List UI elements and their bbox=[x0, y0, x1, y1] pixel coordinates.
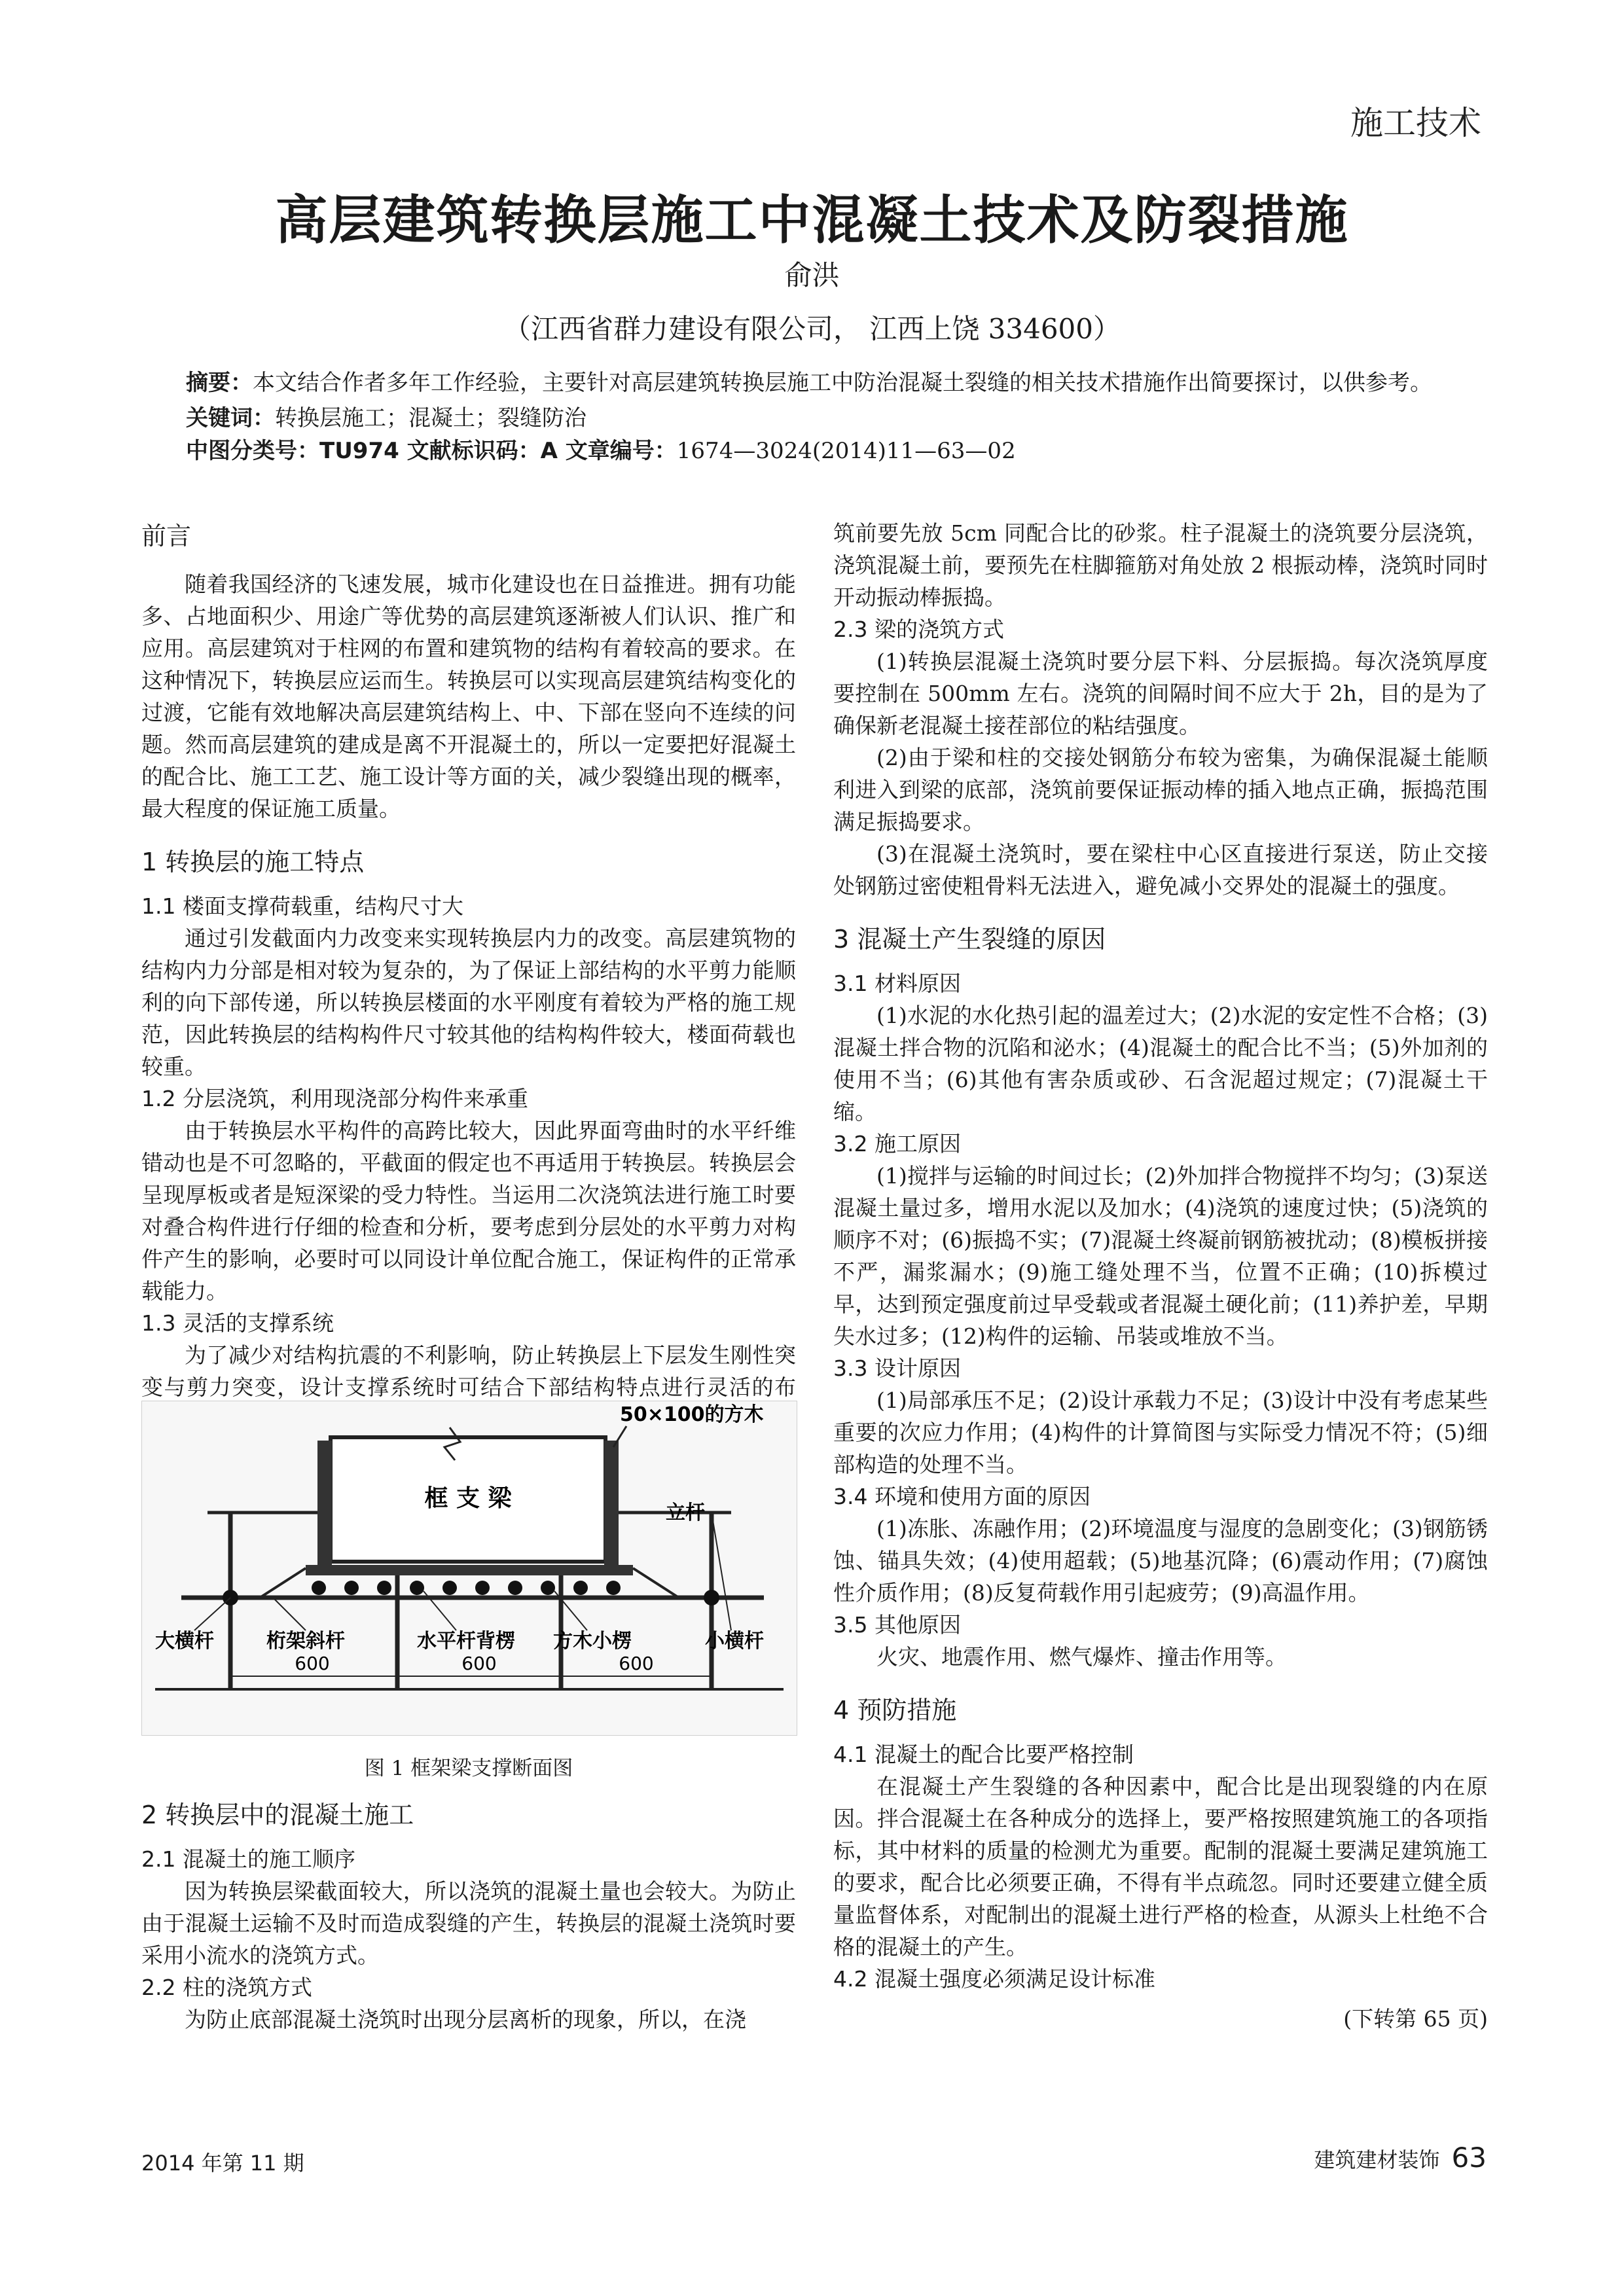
section-1-3-heading: 1.3 灵活的支撑系统 bbox=[141, 1310, 334, 1336]
section-1-2-text: 由于转换层水平构件的高跨比较大，因此界面弯曲时的水平纤维错动也是不可忽略的，平截面的假定也不再适用于转换层。转换层会呈现厚板或者是短深梁的受力特性。当运用二次浇筑法进行施工时要对叠合构件进行仔细的检查和分析，要考虑到分层处的水平剪力对构件产生的影响，必要时可以同设计单位配合施工，保证构件的正常承载能力。 bbox=[141, 1118, 796, 1304]
footer-issue: 2014 年第 11 期 bbox=[141, 2151, 304, 2176]
label-timber-rib: 方木小楞 bbox=[553, 1630, 632, 1653]
abstract-text: 本文结合作者多年工作经验，主要针对高层建筑转换层施工中防治混凝土裂缝的相关技术措施作出简要探讨，以供参考。 bbox=[253, 370, 1432, 396]
section-3-5-heading: 3.5 其他原因 bbox=[833, 1612, 961, 1638]
continued-text: 筑前要先放 5cm 同配合比的砂浆。柱子混凝土的浇筑要分层浇筑，浇筑混凝土前，要预先在柱脚箍筋对角处放 2 根振动棒，浇筑时同时开动振动棒振捣。 bbox=[833, 520, 1488, 610]
label-large-bar: 大横杆 bbox=[155, 1630, 214, 1653]
section-3-2-text: (1)搅拌与运输的时间过长；(2)外加拌合物搅拌不均匀；(3)泵送混凝土量过多，增用水泥以及加水；(4)浇筑的速度过快；(5)浇筑的顺序不对；(6)振捣不实；(7)混凝土终凝前钢筋被扰动；(8)模板拼接不严，漏浆漏水；(9)施工缝处理不当，位置不正确；(10)拆模过早，达到预定强度前过早受载或者混凝土硬化前；(11)养护差，早期失水过多；(12)构件的运输、吊装或堆放不当。 bbox=[833, 1163, 1488, 1349]
article-label: 文章编号： bbox=[557, 438, 677, 464]
right-column bbox=[833, 517, 1488, 2035]
figure-1-caption: 图 1 框架梁支撑断面图 bbox=[364, 1757, 573, 1780]
support-section-diagram bbox=[142, 1401, 797, 1735]
section-3-3-text: (1)局部承压不足；(2)设计承载力不足；(3)设计中没有考虑某些重要的次应力作用；(4)构件的计算简图与实际受力情况不符；(5)细部构造的处理不当。 bbox=[833, 1388, 1488, 1477]
keywords bbox=[141, 402, 1487, 435]
section-2-2-heading: 2.2 柱的浇筑方式 bbox=[141, 1975, 312, 2000]
left-column bbox=[141, 517, 796, 1435]
section-3-1-heading: 3.1 材料原因 bbox=[833, 971, 961, 996]
keywords-label: 关键词： bbox=[186, 405, 275, 431]
page-number: 63 bbox=[1451, 2142, 1487, 2174]
pole-label: 立杆 bbox=[666, 1501, 705, 1524]
label-small-bar: 小横杆 bbox=[705, 1630, 764, 1653]
preface-text: 随着我国经济的飞速发展，城市化建设也在日益推进。拥有功能多、占地面积少、用途广等优势的高层建筑逐渐被人们认识、推广和应用。高层建筑对于柱网的布置和建筑物的结构有着较高的要求。在这种情况下，转换层应运而生。转换层可以实现高层建筑结构变化的过渡，它能有效地解决高层建筑结构上、中、下部在竖向不连续的问题。然而高层建筑的建成是离不开混凝土的，所以一定要把好混凝土的配合比、施工工艺、施工设计等方面的关，减少裂缝出现的概率，最大程度的保证施工质量。 bbox=[141, 571, 796, 821]
dim-3: 600 bbox=[619, 1653, 654, 1674]
doc-label: 文献标识码： bbox=[399, 438, 541, 464]
dim-2: 600 bbox=[461, 1653, 497, 1674]
section-3-heading: 3 混凝土产生裂缝的原因 bbox=[833, 925, 1106, 954]
beam-label: 框 支 梁 bbox=[424, 1485, 512, 1512]
section-3-3-heading: 3.3 设计原因 bbox=[833, 1355, 961, 1381]
classification bbox=[141, 435, 1487, 467]
dim-1: 600 bbox=[295, 1653, 330, 1674]
section-2-2-text: 为防止底部混凝土浇筑时出现分层离析的现象，所以，在浇 bbox=[185, 2007, 746, 2032]
section-2-3-p1: (1)转换层混凝土浇筑时要分层下料、分层振捣。每次浇筑厚度要控制在 500mm 左右。浇筑的间隔时间不应大于 2h，目的是为了确保新老混凝土接茬部位的粘结强度。 bbox=[833, 649, 1488, 738]
section-1-1-heading: 1.1 楼面支撑荷载重，结构尺寸大 bbox=[141, 893, 463, 919]
preface-heading: 前言 bbox=[141, 522, 192, 550]
top-timber-label: 50×100的方木 bbox=[620, 1403, 764, 1426]
abstract bbox=[141, 367, 1487, 467]
footer-journal bbox=[1314, 2142, 1487, 2174]
timber-dots bbox=[223, 1581, 719, 1605]
section-3-5-text: 火灾、地震作用、燃气爆炸、撞击作用等。 bbox=[876, 1644, 1287, 1670]
section-tag: 施工技术 bbox=[1350, 104, 1481, 142]
figure-1 bbox=[141, 1401, 797, 1736]
journal-name: 建筑建材装饰 bbox=[1314, 2147, 1440, 2172]
article-number: 1674—3024(2014)11—63—02 bbox=[676, 438, 1016, 464]
section-4-2-heading: 4.2 混凝土强度必须满足设计标准 bbox=[833, 1966, 1155, 1992]
section-1-1-text: 通过引发截面内力改变来实现转换层内力的改变。高层建筑物的结构内力分部是相对较为复杂的，为了保证上部结构的水平剪力能顺利的向下部传递，所以转换层楼面的水平刚度有着较为严格的施工规范，因此转换层的结构构件尺寸较其他的结构构件较大，楼面荷载也较重。 bbox=[141, 925, 796, 1079]
affiliation: （江西省群力建设有限公司， 江西上饶 334600） bbox=[503, 313, 1121, 345]
section-2-1-text: 因为转换层梁截面较大，所以浇筑的混凝土量也会较大。为防止由于混凝土运输不及时而造成裂缝的产生，转换层的混凝土浇筑时要采用小流水的浇筑方式。 bbox=[141, 1878, 796, 1968]
section-4-heading: 4 预防措施 bbox=[833, 1696, 957, 1725]
section-3-1-text: (1)水泥的水化热引起的温差过大；(2)水泥的安定性不合格；(3)混凝土拌合物的沉陷和泌水；(4)混凝土的配合比不当；(5)外加剂的使用不当；(6)其他有害杂质或砂、石含泥超过规定；(7)混凝土干缩。 bbox=[833, 1003, 1488, 1124]
doc-code: A bbox=[540, 438, 558, 464]
section-3-2-heading: 3.2 施工原因 bbox=[833, 1131, 961, 1157]
section-1-2-heading: 1.2 分层浇筑，利用现浇部分构件来承重 bbox=[141, 1086, 528, 1111]
article-title: 高层建筑转换层施工中混凝土技术及防裂措施 bbox=[275, 189, 1349, 251]
section-2-3-heading: 2.3 梁的浇筑方式 bbox=[833, 617, 1004, 642]
section-2-1-heading: 2.1 混凝土的施工顺序 bbox=[141, 1846, 355, 1872]
section-1-3-text: 为了减少对结构抗震的不利影响，防止转换层上下层发生刚性突变与剪力突变，设计支撑系统时可结合下部结构特点进行灵活的布 bbox=[141, 1342, 796, 1400]
clc-code: TU974 bbox=[319, 438, 399, 464]
abstract-label: 摘要： bbox=[186, 370, 253, 396]
clc-label: 中图分类号： bbox=[186, 438, 319, 464]
section-3-4-heading: 3.4 环境和使用方面的原因 bbox=[833, 1484, 1091, 1509]
section-4-1-text: 在混凝土产生裂缝的各种因素中，配合比是出现裂缝的内在原因。拌合混凝土在各种成分的选择上，要严格按照建筑施工的各项指标，其中材料的质量的检测尤为重要。配制的混凝土要满足建筑施工的要求，配合比必须要正确，不得有半点疏忽。同时还要建立健全质量监督体系，对配制出的混凝土进行严格的检查，从源头上杜绝不合格的混凝土的产生。 bbox=[833, 1774, 1488, 1960]
section-1-heading: 1 转换层的施工特点 bbox=[141, 848, 365, 876]
author: 俞洪 bbox=[784, 259, 840, 291]
section-2-3-p2: (2)由于梁和柱的交接处钢筋分布较为密集，为确保混凝土能顺利进入到梁的底部，浇筑前要保证振动棒的插入地点正确，振捣范围满足振捣要求。 bbox=[833, 745, 1488, 834]
label-back-rib: 水平杆背楞 bbox=[417, 1630, 515, 1653]
left-column-lower bbox=[141, 1796, 796, 2036]
section-4-1-heading: 4.1 混凝土的配合比要严格控制 bbox=[833, 1742, 1134, 1767]
continued-note: (下转第 65 页) bbox=[1343, 2006, 1488, 2032]
keywords-text: 转换层施工；混凝土；裂缝防治 bbox=[275, 405, 586, 431]
section-2-heading: 2 转换层中的混凝土施工 bbox=[141, 1801, 414, 1829]
label-truss: 桁架斜杆 bbox=[266, 1630, 345, 1653]
section-2-3-p3: (3)在混凝土浇筑时，要在梁柱中心区直接进行泵送，防止交接处钢筋过密使粗骨料无法进入，避免减小交界处的混凝土的强度。 bbox=[833, 841, 1488, 899]
section-3-4-text: (1)冻胀、冻融作用；(2)环境温度与湿度的急剧变化；(3)钢筋锈蚀、锚具失效；(4)使用超载；(5)地基沉降；(6)震动作用；(7)腐蚀性介质作用；(8)反复荷载作用引起疲劳；(9)高温作用。 bbox=[833, 1516, 1488, 1605]
